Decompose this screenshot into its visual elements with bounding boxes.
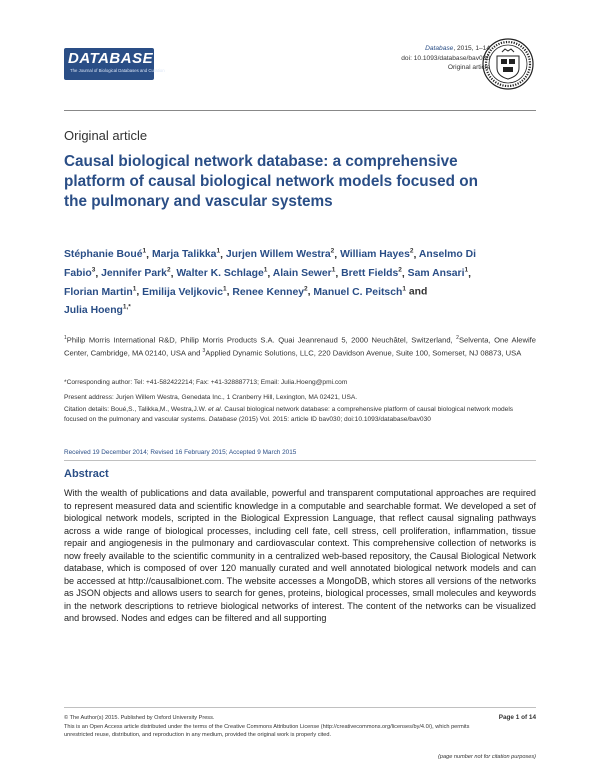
author: Sam Ansari$^1$	[407, 266, 469, 280]
affiliation-1: Philip Morris International R&D, Philip Morris Products S.A. Quai Jeanrenaud 5, 2000 Neuchâtel, Switzerland,	[66, 335, 453, 345]
logo-wordmark: DATABASE	[68, 50, 154, 67]
oxford-seal-icon	[482, 38, 534, 90]
author: Jurjen Willem Westra$^2$	[225, 248, 335, 261]
abstract-body: With the wealth of publications and data available, powerful and transparent computational approaches are required to represent measured data and scientific knowledge in a computable and searchable format. We developed a set of biological network models, scripted in the Biological Expression Language, that reflect causal signaling pathways across a wide range of biological processes, including cell fate, cell stress, cell proliferation, inflammation, tissue repair and angiogenesis in the pulmonary and cardiovascular context. This comprehensive collection of networks is now freely available to the scientific community in a centralized web-based repository, the Causal Biological Network database, which is composed of over 120 manually curated and well annotated biological network models and can be accessed at http://causalbionet.com. The website accesses a MongoDB, which stores all versions of the networks as JSON objects and allows users to search for genes, proteins, biological processes, small molecules and keywords in the network descriptions to retrieve biological networks of interest. The content of the networks can be visualized and browsed. Nodes and edges can be filtered and all supporting	[64, 488, 536, 623]
article-type-label: Original article	[64, 128, 148, 143]
citation-details: Citation details: Boué,S., Talikka,M., Westra,J.W. et al. Causal biological network database: a comprehensive platform of causal biological network models focused on the pulmonary and vascular systems. Database (2015) Vol. 2015: article ID bav030; doi:10.1093/database/bav030	[64, 406, 514, 423]
page-number-note: (page number not for citation purposes)	[438, 754, 536, 760]
journal-citation-line	[290, 44, 490, 54]
received-dates: Received 19 December 2014; Revised 16 February 2015; Accepted 9 March 2015	[64, 449, 297, 456]
author-list: Stéphanie Boué$^1$, Marja Talikka$^1$, Jurjen Willem Westra$^2$, William Hayes$^2$, Anselmo Di Fabio$^3$, Jennifer Park$^2$, Walter K. Schlage$^1$, Alain Sewer$^1$, Brett Fields$^2$, Sam Ansari$^1$, Florian Martin$^1$, Emilija Veljkovic$^1$, Renee Kenney$^2$, Manuel C. Peitsch$^1$ and Julia Hoeng$^{1,*}$	[64, 248, 477, 317]
footer-divider	[64, 707, 536, 708]
author: Anselmo Di Fabio$^3$	[64, 249, 477, 280]
authors-and: and	[405, 286, 428, 298]
footer-license	[64, 714, 536, 740]
page-number: Page 1 of 14	[498, 714, 536, 721]
author: Walter K. Schlage$^1$	[176, 266, 268, 280]
affiliation-2: Selventa, One Alewife Center, Cambridge, MA 02140, USA and	[64, 335, 536, 358]
journal-article-type: Original article	[447, 64, 490, 71]
logo-tagline: The Journal of Biological Databases and Curation	[70, 68, 165, 73]
abstract-heading: Abstract	[64, 468, 109, 480]
header-divider	[64, 110, 536, 111]
author: William Hayes$^2$	[340, 248, 414, 261]
corresponding-author: *Corresponding author: Tel: +41-582422214; Fax: +41-328887713; Email: Julia.Hoeng@pmi.com	[64, 379, 348, 386]
journal-logo	[64, 48, 165, 80]
affiliations: $^1$Philip Morris International R&D, Philip Morris Products S.A. Quai Jeanrenaud 5, 2000 Neuchâtel, Switzerland, $^2$Selventa, One Alewife Center, Cambridge, MA 02140, USA and $^3$Applied Dynamic Solutions, LLC, 220 Davidson Avenue, Suite 100, Somerset, NJ 08873, USA	[64, 335, 536, 358]
author: Emilija Veljkovic$^1$	[142, 285, 227, 298]
journal-doi: doi: 10.1093/database/bav030	[401, 54, 490, 62]
affiliation-3: Applied Dynamic Solutions, LLC, 220 Davidson Avenue, Suite 100, Somerset, NJ 08873, USA	[205, 348, 522, 358]
article-title: Causal biological network database: a comprehensive platform of causal biological network models focused on the pulmonary and vascular systems	[64, 153, 478, 210]
journal-name: Database	[425, 45, 454, 52]
section-divider	[64, 460, 536, 461]
journal-year-pages: , 2015, 1–14	[453, 45, 490, 52]
author: Alain Sewer$^1$	[272, 266, 336, 280]
license-text: This is an Open Access article distributed under the terms of the Creative Commons Attribution License (http://creativecommons.org/licenses/by/4.0/), which permits unrestricted reuse, distribution, and reproduction in any medium, provided the original work is properly cited.	[64, 723, 470, 739]
copyright-line: © The Author(s) 2015. Published by Oxford University Press.	[64, 715, 215, 721]
author: Marja Talikka$^1$	[151, 248, 221, 261]
present-address: Present address: Jurjen Willem Westra, Genedata Inc., 1 Cranberry Hill, Lexington, MA 02421, USA.	[64, 394, 358, 401]
author: Jennifer Park$^2$	[101, 266, 171, 280]
author: Florian Martin$^1$	[64, 285, 137, 298]
author: Stéphanie Boué$^1$	[64, 248, 147, 261]
author: Renee Kenney$^2$	[232, 285, 308, 298]
journal-meta	[290, 44, 490, 73]
author: Manuel C. Peitsch$^1$	[313, 285, 406, 298]
author: Julia Hoeng$^{1,*}$	[64, 304, 131, 317]
author: Brett Fields$^2$	[341, 266, 402, 280]
